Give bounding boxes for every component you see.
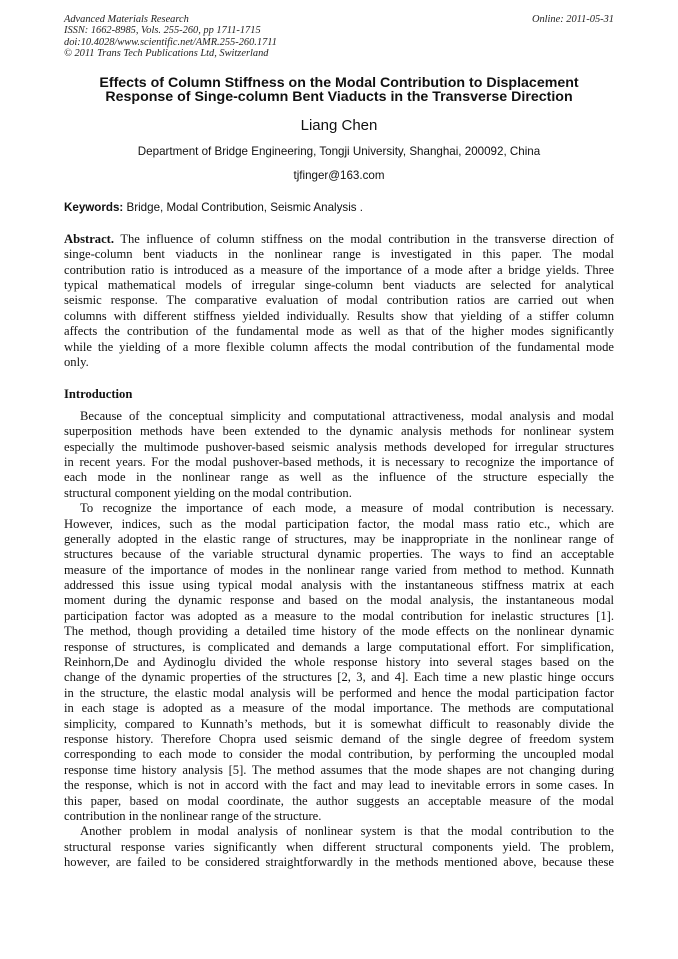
introduction-line: structural component yielding on the modal contribution. [64, 485, 352, 500]
abstract-line: only. [64, 354, 89, 369]
journal-doi: doi:10.4028/www.scientific.net/AMR.255-260.1711 [64, 36, 277, 48]
introduction-line: However, indices, such as the modal participation factor, the modal mass ratio etc., which are [64, 516, 614, 531]
introduction-line: response time history analysis [5]. The method assumes that the mode shapes are not changing during [64, 762, 614, 777]
introduction-line: response history. Therefore Chopra used seismic demand of the single degree of freedom system [64, 731, 614, 746]
introduction-line: in recent years. For the modal pushover-based methods, it is necessary to recognize the importance of [64, 454, 614, 469]
introduction-line: moment during the dynamic response and based on the modal analysis, the instantaneous modal [64, 593, 614, 608]
introduction-line: especially the multimode pushover-based seismic analysis methods developed for irregular structures [64, 439, 614, 454]
introduction-line: each mode in the nonlinear range as well as the influence of the structure especially the [64, 470, 614, 485]
introduction-line: however, are failed to be considered straightforwardly in the methods mentioned above, because these [64, 855, 614, 870]
abstract [64, 232, 614, 371]
abstract-line: affects the contribution of the fundamental mode as well as that of the higher modes significantly [64, 324, 614, 339]
introduction-line: corresponding to each mode to consider the modal contribution, by performing the uncoupled modal [64, 747, 614, 762]
introduction-line: in each stage is adopted as a measure of the modal importance. The methods are computational [64, 701, 614, 716]
keywords-text: Bridge, Modal Contribution, Seismic Analysis . [126, 200, 364, 214]
introduction-line: response of structures, is complicated and demands a large computational effort. For simplification, [64, 639, 614, 654]
introduction-line: The method, though providing a detailed time history of the mode effects on the nonlinear dynamic [64, 624, 614, 639]
introduction-line: in the structure, the elastic modal analysis will be performed and hence the modal participation factor [64, 685, 614, 700]
journal-header [64, 14, 614, 60]
introduction-line: measure of the importance of modes in the nonlinear range varied from method to method. Kunnath [64, 562, 614, 577]
introduction-body [64, 409, 614, 871]
introduction-line: the response, which is not in accord with the fact and may lead to inevitable errors in some cases. In [64, 778, 614, 793]
author-affiliation: Department of Bridge Engineering, Tongji University, Shanghai, 200092, China [137, 144, 541, 158]
abstract-line: typical mathematical models of irregular singe-column bent viaducts are selected for analytical [64, 277, 614, 292]
introduction-line: contribution in the nonlinear range of the structure. [64, 808, 322, 823]
introduction-line: structural response varies significantly when different structural components yield. The problem, [64, 839, 614, 854]
keywords-label: Keywords: [64, 200, 124, 214]
paper-title [64, 76, 614, 105]
introduction-line: generally adopted in the elastic range of structures, may be inappropriate in the nonlinear range of [64, 531, 614, 546]
section-heading-introduction: Introduction [64, 387, 133, 402]
title-line: Effects of Column Stiffness on the Modal Contribution to Displacement [99, 74, 579, 91]
introduction-line: Because of the conceptual simplicity and computational attractiveness, modal analysis and modal [80, 408, 614, 423]
journal-issn: ISSN: 1662-8985, Vols. 255-260, pp 1711-1715 [64, 25, 261, 37]
abstract-line: seismic response. The comparative evaluation of modal contribution ratios are carried out when [64, 293, 614, 308]
introduction-line: this paper, based on modal coordinate, the author suggests an acceptable measure of the modal [64, 793, 614, 808]
title-line: Response of Singe-column Bent Viaducts in the Transverse Direction [105, 89, 573, 106]
introduction-line: Reinhorn,De and Aydinoglu divided the whole response history into several stages based on the [64, 655, 614, 670]
keywords [64, 201, 614, 215]
introduction-line: addressed this issue using typical modal analysis with the instantaneous stiffness matrix at each [64, 578, 614, 593]
abstract-line: singe-column bent viaducts in the nonlinear range is investigated in this paper. The modal [64, 247, 614, 262]
introduction-line: simplicity, compared to Kunnath’s methods, but it is somewhat difficult to reasonably divide the [64, 716, 614, 731]
online-date: Online: 2011-05-31 [531, 14, 614, 25]
journal-copyright: © 2011 Trans Tech Publications Ltd, Switzerland [64, 48, 269, 60]
introduction-line: To recognize the importance of each mode, a measure of modal contribution is necessary. [80, 501, 614, 516]
abstract-line: while the yielding of a more flexible column affects the modal contribution of the fundamental mode [64, 339, 614, 354]
abstract-line: Abstract. The influence of column stiffness on the modal contribution in the transverse direction of [64, 231, 614, 246]
introduction-line: Another problem in modal analysis of nonlinear system is that the modal contribution to the [80, 824, 614, 839]
introduction-line: superposition methods have been extended to the dynamic analysis methods for nonlinear system [64, 424, 614, 439]
abstract-line: contribution ratio is introduced as a measure of the importance of a mode after a bridge yields. Three [64, 262, 614, 277]
introduction-line: participation factor was adopted as a measure to the modal contribution for inelastic structures [1]. [64, 608, 614, 623]
journal-name: Advanced Materials Research [64, 14, 189, 25]
author-email: tjfinger@163.com [293, 168, 385, 182]
author-name: Liang Chen [300, 116, 378, 134]
abstract-body [64, 232, 614, 371]
introduction-line: structures because of the variable structural dynamic properties. The ways to find an acceptable [64, 547, 614, 562]
abstract-label: Abstract. [64, 231, 115, 246]
introduction-line: change of the dynamic properties of the structures [2, 3, and 4]. Each time a new plastic hinge occurs [64, 670, 614, 685]
abstract-line: columns with different stiffness yielded individually. Results show that yielding of a stiffer column [64, 308, 614, 323]
